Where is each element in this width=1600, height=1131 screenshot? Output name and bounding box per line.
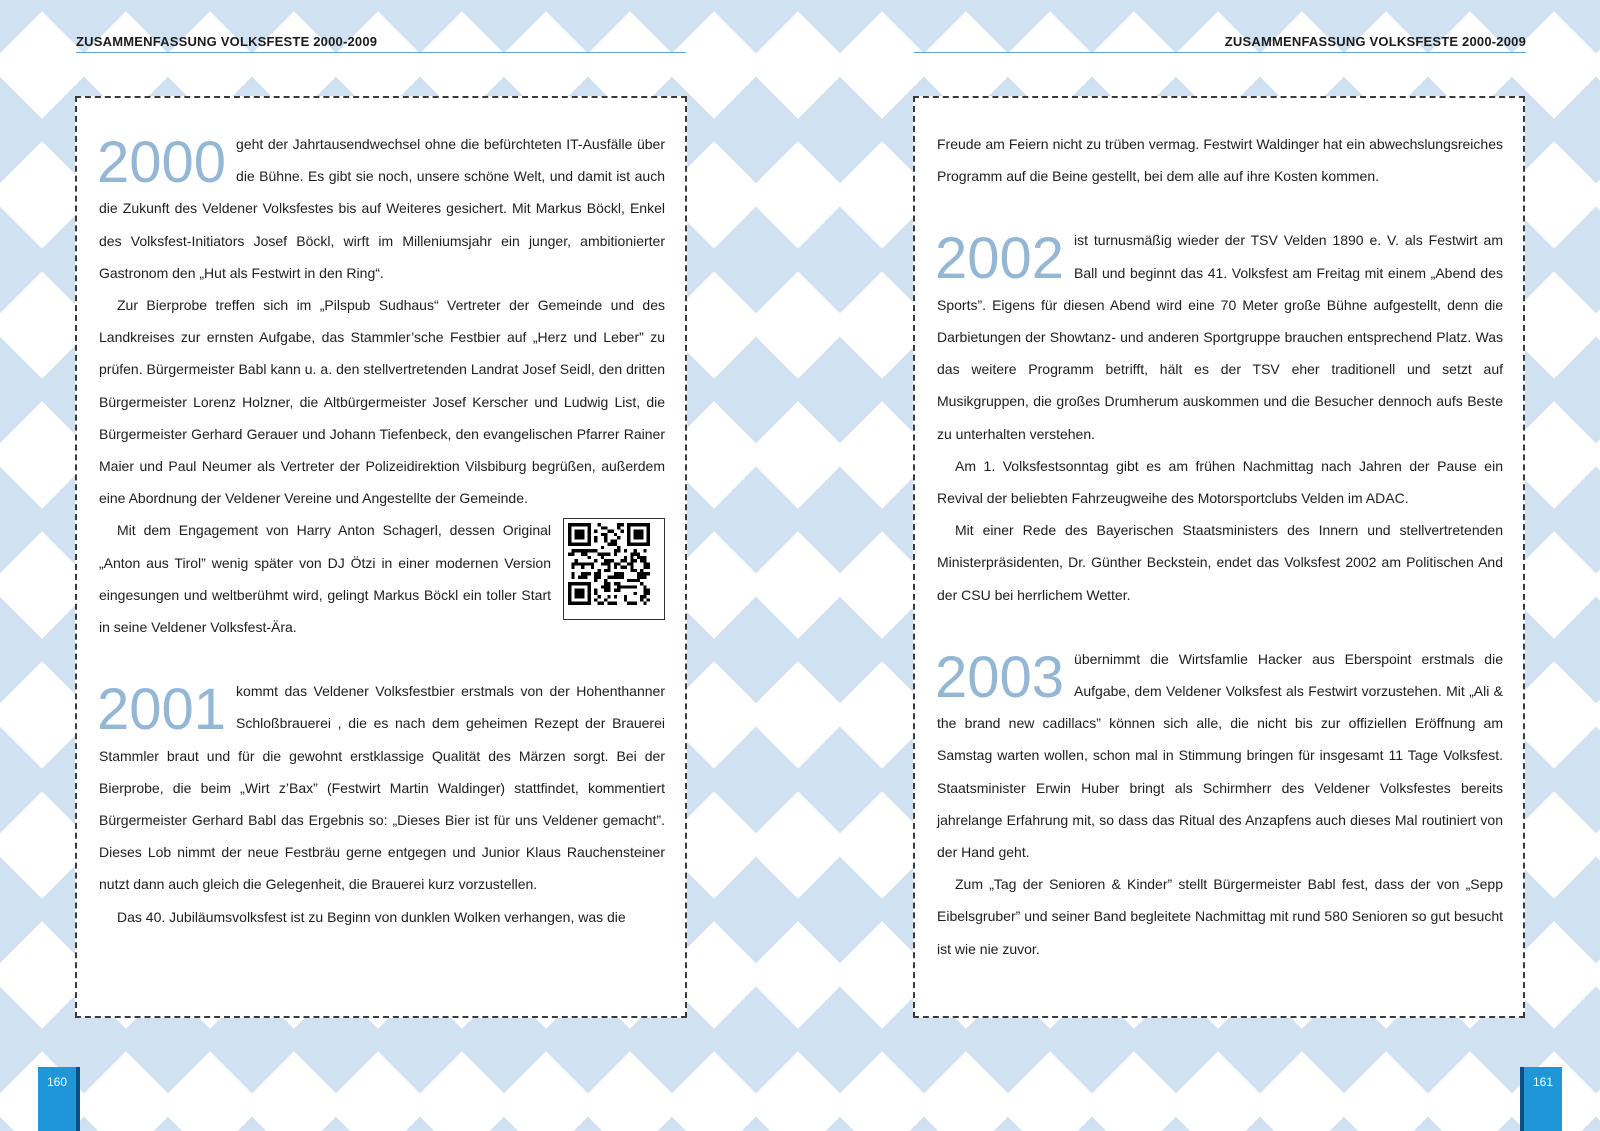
paragraph: kommt das Veldener Volksfestbier erstmals von der Hohenthanner Schloßbrauerei , die es nach dem geheimen Rezept der Brauerei Stammler braut und für die gewohnt erstklassige Qualität des Märzen sorgt. Bei der Bierprobe, die beim „Wirt z’Bax” (Festwirt Martin Waldinger) stattfindet, kommentiert Bürgermeister Gerhard Babl das Ergebnis so: „Dieses Bier ist für uns Veldener gemacht”. Dieses Lob nimmt der neue Festbräu gerne entgegen und Junior Klaus Rauchensteiner nutzt dann auch gleich die Gelegenheit, die Brauerei kurz vorzustellen.	[99, 683, 665, 893]
year-heading: 2000	[97, 130, 227, 195]
section-2000	[99, 128, 665, 643]
text-content	[937, 128, 1503, 965]
text-frame	[75, 96, 687, 1018]
section-2001	[99, 675, 665, 933]
paragraph: Zur Bierprobe treffen sich im „Pilspub Sudhaus“ Vertreter der Gemeinde und des Landkreises zur ernsten Aufgabe, das Stammler’sche Festbier auf „Herz und Leber” zu prüfen. Bürgermeister Babl kann u. a. den stellvertretenden Landrat Josef Seidl, den dritten Bürgermeister Lorenz Holzner, die Altbürgermeister Josef Kerscher und Ludwig List, die Bürgermeister Gerhard Gerauer und Johann Tiefenbeck, den evangelischen Pfarrer Rainer Maier und Paul Neumer als Vertreter der Polizeidirektion Vilsbiburg begrüßen, außerdem eine Abordnung der Veldener Vereine und Angestellte der Gemeinde.	[99, 297, 665, 507]
running-header: ZUSAMMENFASSUNG VOLKSFESTE 2000-2009	[914, 34, 1526, 53]
text-frame	[913, 96, 1525, 1018]
paragraph: Am 1. Volksfestsonntag gibt es am frühen Nachmittag nach Jahren der Pause ein Revival der beliebten Fahrzeugweihe des Motorsportclubs Velden im ADAC.	[937, 457, 1503, 507]
section-2002	[937, 224, 1503, 610]
year-heading: 2001	[97, 677, 227, 743]
section-gap	[937, 192, 1503, 224]
paragraph: ist turnusmäßig wieder der TSV Velden 1890 e. V. als Festwirt am Ball und beginnt das 41. Volksfest am Freitag mit einem „Abend des Sports”. Eigens für diesen Abend wird eine 70 Meter große Bühne aufgestellt, denn die Darbietungen der Showtanz- und anderen Sportgruppe brauchen entsprechend Platz. Was das weitere Programm betrifft, hält es der TSV eher traditionell und setzt auf Musikgruppen, die großes Drumherum auskommen und die Besucher dennoch aufs Beste zu unterhalten verstehen.	[937, 232, 1503, 442]
text-content	[99, 128, 665, 933]
section-gap	[937, 611, 1503, 643]
qr-code-icon[interactable]	[563, 518, 665, 620]
paragraph: Mit dem Engagement von Harry Anton Schagerl, dessen Original „Anton aus Tirol” wenig später von DJ Ötzi in einer modernen Version eingesungen und weltberühmt wird, gelingt Markus Böckl ein toller Start in seine Veldener Volksfest-Ära.	[99, 522, 551, 636]
running-header: ZUSAMMENFASSUNG VOLKSFESTE 2000-2009	[76, 34, 686, 53]
right-page	[800, 0, 1600, 1131]
paragraph: Zum „Tag der Senioren & Kinder” stellt Bürgermeister Babl fest, dass der von „Sepp Eibelsgruber” und seiner Band begleitete Nachmittag mit rund 580 Senioren so gut besucht ist wie nie zuvor.	[937, 876, 1503, 957]
section-2003	[937, 643, 1503, 965]
paragraph: Mit einer Rede des Bayerischen Staatsministers des Innern und stellvertretenden Ministerpräsidenten, Dr. Günther Beckstein, endet das Volksfest 2002 am Politischen And der CSU bei herrlichem Wetter.	[937, 522, 1503, 603]
year-heading: 2002	[935, 226, 1065, 292]
paragraph: Das 40. Jubiläumsvolksfest ist zu Beginn von dunklen Wolken verhangen, was die	[117, 908, 626, 925]
paragraph-continuation: Freude am Feiern nicht zu trüben vermag. Festwirt Waldinger hat ein abwechslungsreiches Programm auf die Beine gestellt, bei dem alle auf ihre Kosten kommen.	[937, 136, 1503, 185]
page-number-tab: 161	[1524, 1067, 1562, 1131]
year-heading: 2003	[935, 644, 1065, 710]
paragraph: übernimmt die Wirtsfamlie Hacker aus Eberspoint erstmals die Aufgabe, dem Veldener Volksfest als Festwirt vorzustehen. Mit „Ali & the brand new cadillacs” können sich alle, die nicht bis zur offiziellen Eröffnung am Samstag warten wollen, schon mal in Stimmung bringen für insgesamt 11 Tage Volksfest. Staatsminister Erwin Huber bringt als Schirmherr des Veldener Volksfestes bereits jahrelange Erfahrung mit, so dass das Ritual des Anzapfens auch dieses Mal routiniert von der Hand geht.	[937, 650, 1503, 861]
section-gap	[99, 643, 665, 675]
page-number-tab: 160	[38, 1067, 76, 1131]
paragraph: geht der Jahrtausendwechsel ohne die befürchteten IT-Ausfälle über die Bühne. Es gibt sie noch, unsere schöne Welt, und damit ist auch die Zukunft des Veldener Volksfestes bis auf Weiteres gesichert. Mit Markus Böckl, Enkel des Volksfest-Initiators Josef Böckl, wirft im Milleniumsjahr ein junger, ambitionierter Gastronom den „Hut als Festwirt in den Ring“.	[99, 136, 665, 281]
